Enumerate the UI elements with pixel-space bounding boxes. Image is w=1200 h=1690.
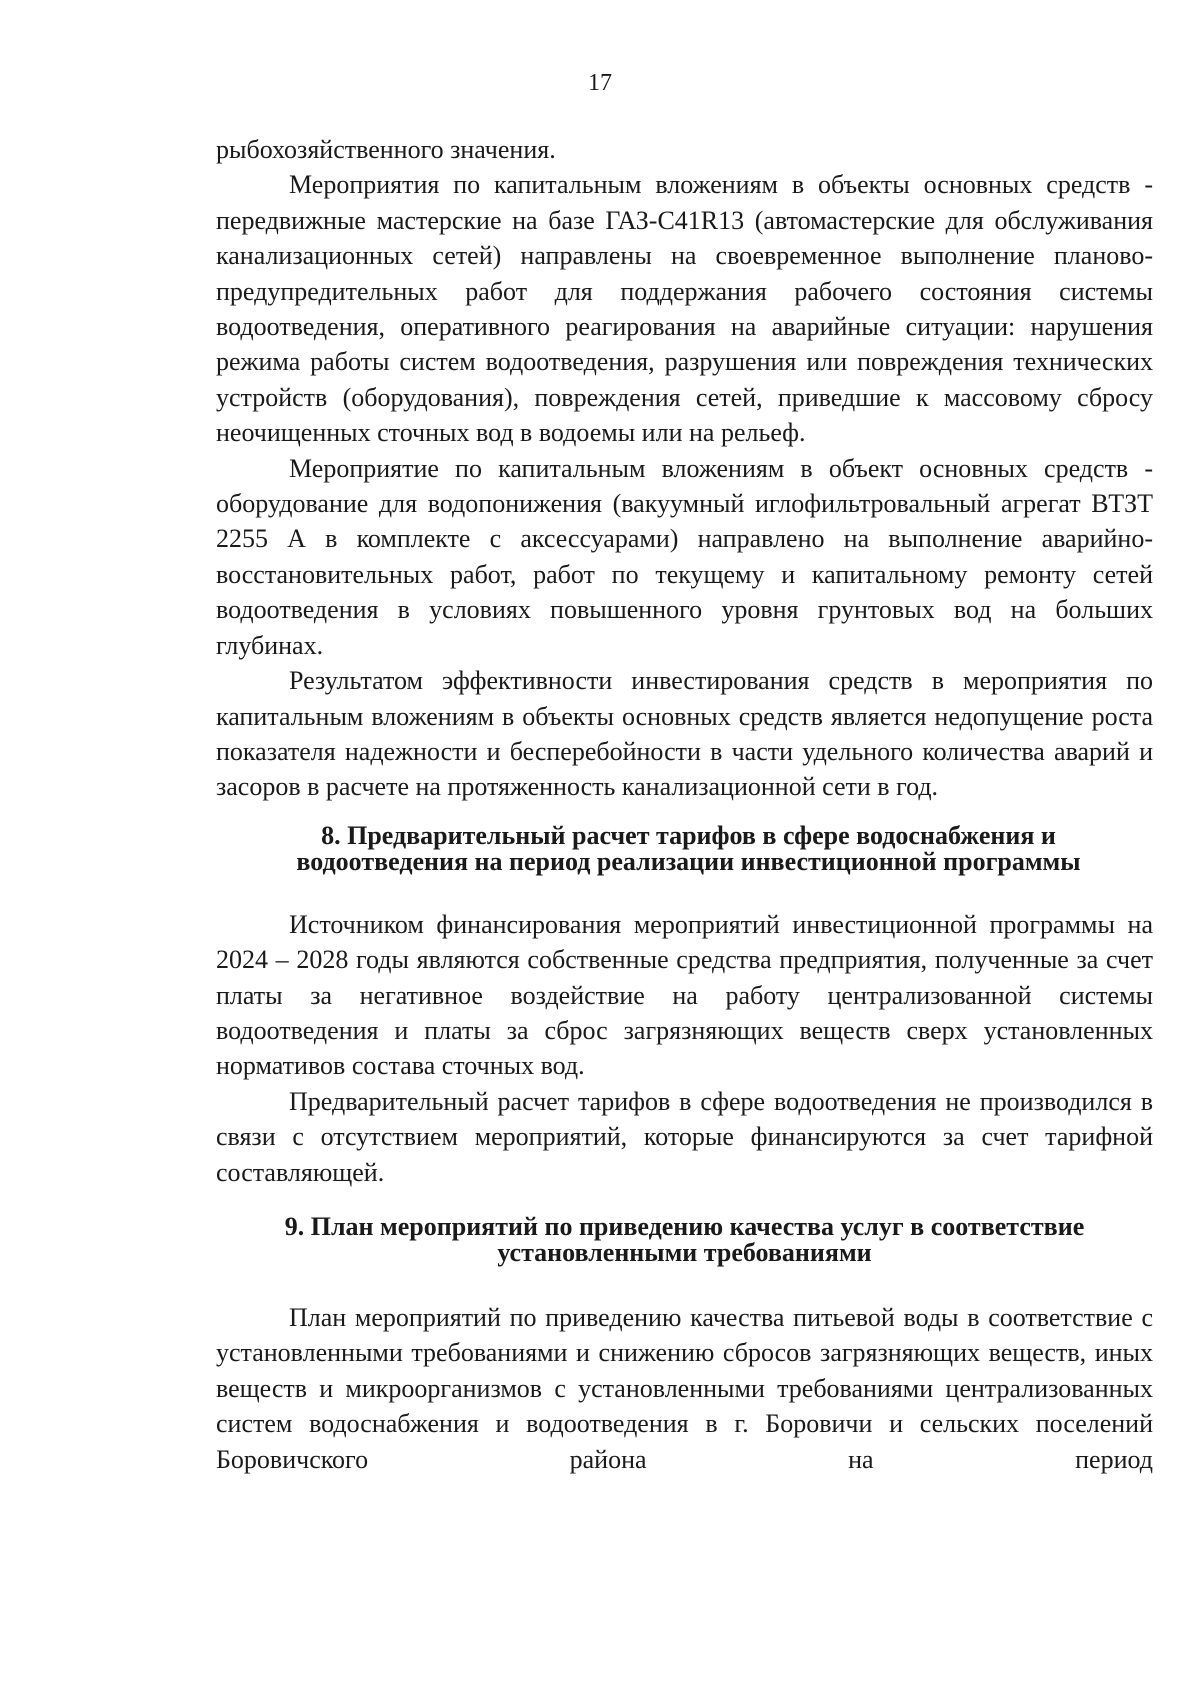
paragraph-continuation: рыбохозяйственного значения.	[216, 135, 556, 164]
document-body	[216, 132, 1153, 1477]
section-9-heading-line1: 9. План мероприятий по приведению качества услуг в соответствие	[284, 1211, 1085, 1241]
section-8-paragraph-tariff: Предварительный расчет тарифов в сфере водоотведения не производился в связи с отсутствием мероприятий, которые финансируются за счет тарифной составляющей.	[216, 1086, 1153, 1187]
section-8-paragraph-funding: Источником финансирования мероприятий инвестиционной программы на 2024 – 2028 годы являются собственные средства предприятия, полученные за счет платы за негативное воздействие на работу централизованной системы водоотведения и платы за сброс загрязняющих веществ сверх установленных нормативов состава сточных вод.	[216, 909, 1153, 1081]
paragraph-workshops: Мероприятия по капитальным вложениям в объекты основных средств - передвижные мастерские на базе ГАЗ-С41R13 (автомастерские для обслуживания канализационных сетей) направлены на своевременное выполнение планово-предупредительных работ для поддержания рабочего состояния системы водоотведения, оперативного реагирования на аварийные ситуации: нарушения режима работы систем водоотведения, разрушения или повреждения технических устройств (оборудования), повреждения сетей, приведшие к массовому сбросу неочищенных сточных вод в водоемы или на рельеф.	[216, 170, 1153, 448]
page-number: 17	[588, 70, 612, 96]
paragraph-investment-result: Результатом эффективности инвестирования средств в мероприятия по капитальным вложениям в объекты основных средств является недопущение роста показателя надежности и бесперебойности в части удельного количества аварий и засоров в расчете на протяженность канализационной сети в год.	[216, 666, 1153, 802]
section-8-heading-line2: водоотведения на период реализации инвестиционной программы	[296, 846, 1081, 876]
section-8-heading-line1: 8. Предварительный расчет тарифов в сфере водоснабжения и	[321, 820, 1056, 850]
section-8-heading	[216, 820, 1153, 876]
section-9-heading	[216, 1211, 1153, 1267]
section-9-paragraph-plan: План мероприятий по приведению качества питьевой воды в соответствие с установленными требованиями и снижению сбросов загрязняющих веществ, иных веществ и микроорганизмов с установленными требованиями централизованных систем водоснабжения и водоотведения в г. Боровичи и сельских поселений Боровичского района на период	[216, 1302, 1153, 1474]
paragraph-dewatering-equipment: Мероприятие по капитальным вложениям в объект основных средств - оборудование для водопонижения (вакуумный иглофильтровальный агрегат ВТЗТ 2255 А в комплекте с аксессуарами) направлено на выполнение аварийно-восстановительных работ, работ по текущему и капитальному ремонту сетей водоотведения в условиях повышенного уровня грунтовых вод на больших глубинах.	[216, 453, 1153, 660]
section-9-heading-line2: установленными требованиями	[497, 1237, 872, 1267]
